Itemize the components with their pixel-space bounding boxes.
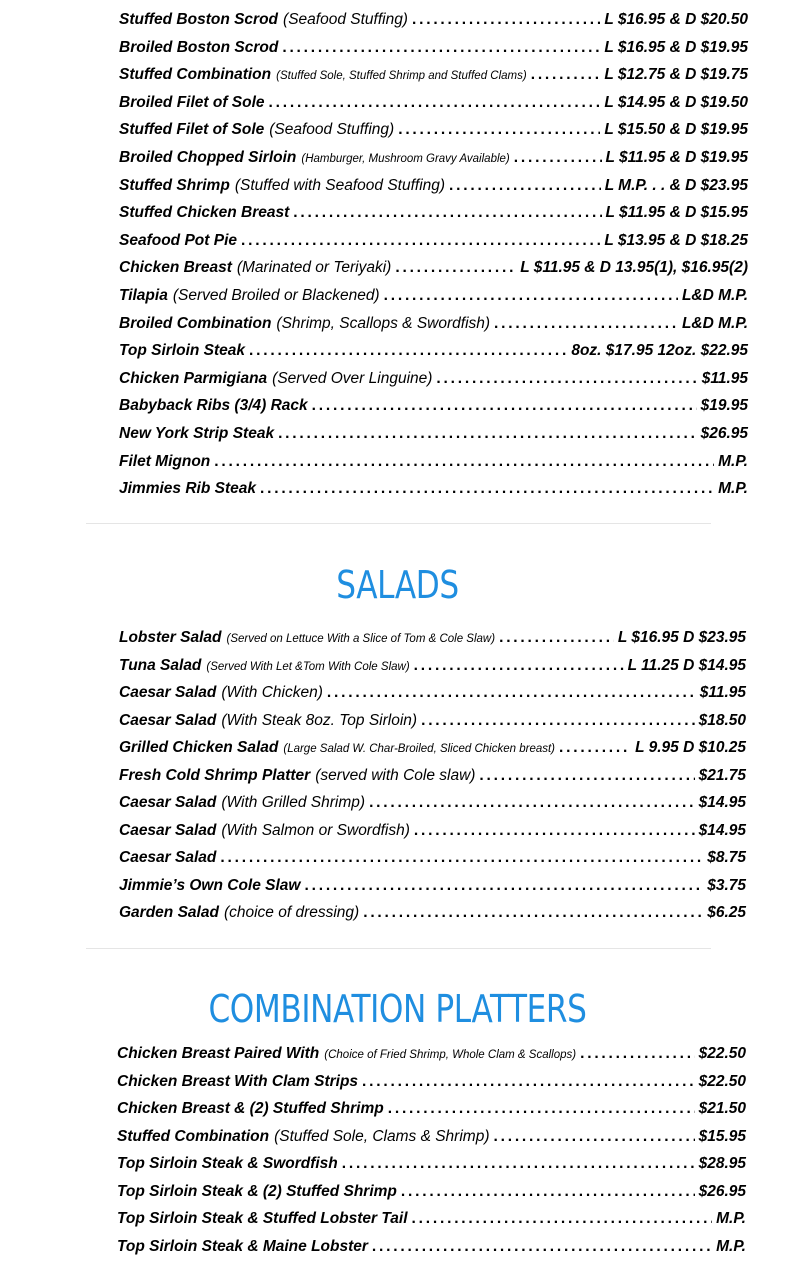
dot-leader <box>479 765 694 787</box>
menu-item-price: $14.95 <box>698 794 746 811</box>
menu-item-price: L 11.25 D $14.95 <box>627 656 746 674</box>
menu-item-price: 8oz. $17.95 12oz. $22.95 <box>571 342 748 360</box>
menu-item-name: New York Strip Steak <box>119 425 275 442</box>
menu-item <box>119 627 746 649</box>
menu-item-name: Chicken Breast Paired With <box>117 1045 320 1062</box>
menu-item-name: Top Sirloin Steak & Maine Lobster <box>117 1237 368 1255</box>
menu-item-description: (Served With Let &Tom With Cole Slaw) <box>206 660 410 673</box>
menu-item-price: $26.95 <box>700 425 748 442</box>
menu-item-name: Seafood Pot Pie <box>119 231 237 249</box>
menu-item <box>119 9 748 31</box>
menu-item-name: Chicken Parmigiana <box>119 369 268 387</box>
menu-item-name: Broiled Chopped Sirloin <box>119 149 297 166</box>
dot-leader <box>421 710 695 732</box>
menu-item-name: Stuffed Combination <box>117 1127 270 1145</box>
menu-item-name: Caesar Salad <box>119 821 217 839</box>
menu-item <box>117 1208 746 1230</box>
menu-item-price: L $12.75 & D $19.75 <box>604 66 748 84</box>
menu-item-price: $21.50 <box>698 1100 746 1117</box>
menu-item-description: (With Salmon or Swordfish) <box>221 821 410 839</box>
dot-leader <box>260 478 714 500</box>
menu-item-description: (Large Salad W. Char-Broiled, Sliced Chicken breast) <box>283 743 556 755</box>
menu-item-price: L $15.50 & D $19.95 <box>604 121 748 139</box>
menu-item <box>119 92 748 114</box>
dot-leader <box>362 1071 695 1093</box>
menu-item-name: Tilapia <box>119 287 168 304</box>
menu-item-price: L $16.95 D $23.95 <box>617 629 746 646</box>
menu-item <box>119 875 746 897</box>
menu-item <box>119 792 746 814</box>
menu-item <box>119 423 748 445</box>
menu-item-name: Stuffed Filet of Sole <box>119 121 265 139</box>
menu-item-name: Fresh Cold Shrimp Platter <box>119 766 311 784</box>
dot-leader <box>249 340 567 362</box>
menu-item-name: Top Sirloin Steak & Stuffed Lobster Tail <box>117 1210 408 1227</box>
dot-leader <box>449 175 601 197</box>
menu-item <box>119 368 748 390</box>
dot-leader <box>369 792 695 814</box>
menu-item-price: $11.95 <box>699 684 746 701</box>
menu-item-description: (Stuffed Sole, Stuffed Shrimp and Stuffed Clams) <box>276 70 527 83</box>
menu-item-description: (Served Broiled or Blackened) <box>172 287 380 304</box>
menu-item <box>119 902 746 924</box>
divider-entrees <box>86 523 711 524</box>
dot-leader <box>414 820 695 842</box>
menu-item-name: Top Sirloin Steak <box>119 342 246 360</box>
menu-item-name: Jimmies Rib Steak <box>119 480 256 498</box>
dot-leader <box>494 313 678 335</box>
menu-item <box>117 1098 746 1120</box>
menu-item <box>119 175 748 197</box>
menu-item-name: Stuffed Boston Scrod <box>119 11 279 28</box>
menu-item-price: $22.50 <box>698 1072 746 1090</box>
menu-item-name: Tuna Salad <box>119 656 202 674</box>
menu-item <box>119 64 748 86</box>
menu-item-description: (Hamburger, Mushroom Gravy Available) <box>301 153 510 165</box>
menu-item-price: $18.50 <box>698 711 746 729</box>
menu-item <box>119 340 748 362</box>
menu-item-price: $22.50 <box>698 1045 746 1062</box>
menu-item <box>117 1236 746 1258</box>
menu-item-name: Caesar Salad <box>119 684 217 701</box>
menu-item-price: M.P. <box>716 1210 746 1227</box>
dot-leader <box>214 451 714 473</box>
menu-item <box>119 451 748 473</box>
menu-item-description: (With Grilled Shrimp) <box>221 794 366 811</box>
menu-item-price: $6.25 <box>707 904 746 921</box>
menu-item <box>117 1043 746 1065</box>
dot-leader <box>363 902 703 924</box>
combination-platters-heading: COMBINATION PLATTERS <box>208 987 587 1031</box>
dot-leader <box>580 1043 694 1065</box>
dot-leader <box>388 1098 695 1120</box>
menu-item <box>119 655 746 677</box>
menu-item-price: L $11.95 & D $15.95 <box>605 204 748 222</box>
menu-item-price: L $16.95 & D $19.95 <box>604 38 748 56</box>
menu-item <box>119 37 748 59</box>
menu-item-price: M.P. <box>718 452 748 470</box>
menu-item <box>117 1181 746 1203</box>
menu-item-name: Caesar Salad <box>119 849 217 866</box>
dot-leader <box>312 395 697 417</box>
menu-item-price: $21.75 <box>698 766 746 784</box>
dot-leader <box>395 257 516 279</box>
dot-leader <box>412 1208 713 1230</box>
menu-item <box>119 682 746 704</box>
dot-leader <box>414 655 624 677</box>
dot-leader <box>220 847 703 869</box>
menu-item-name: Babyback Ribs (3/4) Rack <box>119 397 308 415</box>
menu-item-price: $15.95 <box>698 1127 746 1145</box>
menu-item-price: M.P. <box>716 1237 746 1255</box>
menu-item <box>119 119 748 141</box>
menu-item-description: (Served Over Linguine) <box>272 369 433 387</box>
menu-item-name: Garden Salad <box>119 904 219 921</box>
menu-item-name: Filet Mignon <box>119 452 211 470</box>
dot-leader <box>342 1153 695 1175</box>
dot-leader <box>531 64 601 86</box>
menu-item-price: M.P. <box>718 480 748 498</box>
dot-leader <box>384 285 678 307</box>
menu-item-price: L 9.95 D $10.25 <box>635 739 746 756</box>
menu-item-name: Caesar Salad <box>119 794 217 811</box>
menu-item-name: Broiled Boston Scrod <box>119 38 279 56</box>
menu-item-name: Top Sirloin Steak & (2) Stuffed Shrimp <box>117 1182 397 1200</box>
menu-item-description: (With Chicken) <box>221 684 323 701</box>
menu-item-price: L $11.95 & D 13.95(1), $16.95(2) <box>520 259 748 277</box>
menu-item-description: (Seafood Stuffing) <box>283 11 408 28</box>
dot-leader <box>499 627 614 649</box>
menu-item-price: L $16.95 & D $20.50 <box>604 11 748 28</box>
salads-heading: SALADS <box>336 563 459 607</box>
menu-item-name: Grilled Chicken Salad <box>119 739 279 756</box>
menu-item-name: Stuffed Shrimp <box>119 176 230 194</box>
divider-salads <box>86 948 711 949</box>
dot-leader <box>278 423 697 445</box>
menu-item-price: $8.75 <box>707 849 746 866</box>
menu-item-description: (Shrimp, Scallops & Swordfish) <box>276 314 491 332</box>
menu-item-name: Chicken Breast & (2) Stuffed Shrimp <box>117 1100 384 1117</box>
menu-item-description: (Marinated or Teriyaki) <box>236 259 392 277</box>
menu-item <box>117 1071 746 1093</box>
menu-item-description: (Seafood Stuffing) <box>269 121 395 139</box>
menu-item-name: Caesar Salad <box>119 711 217 729</box>
dot-leader <box>436 368 697 390</box>
menu-item <box>117 1126 746 1148</box>
menu-item-name: Lobster Salad <box>119 629 222 646</box>
dot-leader <box>282 37 600 59</box>
menu-item-name: Broiled Filet of Sole <box>119 93 265 111</box>
dot-leader <box>493 1126 694 1148</box>
dot-leader <box>269 92 601 114</box>
dot-leader <box>293 202 601 224</box>
menu-item <box>119 395 748 417</box>
dot-leader <box>412 9 600 31</box>
menu-item-description: (Served on Lettuce With a Slice of Tom & Cole Slaw) <box>226 633 496 645</box>
menu-item <box>119 737 746 759</box>
dot-leader <box>514 147 602 169</box>
menu-item-price: $11.95 <box>701 369 748 387</box>
menu-item-name: Broiled Combination <box>119 314 272 332</box>
menu-item <box>119 285 748 307</box>
menu-item-price: L $11.95 & D $19.95 <box>605 149 748 166</box>
menu-item-description: (With Steak 8oz. Top Sirloin) <box>221 711 418 729</box>
menu-item <box>119 478 748 500</box>
menu-item-name: Jimmie’s Own Cole Slaw <box>119 876 301 894</box>
menu-item-name: Stuffed Combination <box>119 66 272 84</box>
dot-leader <box>401 1181 695 1203</box>
dot-leader <box>372 1236 712 1258</box>
menu-item-price: $14.95 <box>698 821 746 839</box>
menu-item-price: $28.95 <box>698 1155 746 1172</box>
menu-item-price: L&D M.P. <box>681 314 748 332</box>
menu-item-price: L $14.95 & D $19.50 <box>604 93 748 111</box>
menu-item-description: (Choice of Fried Shrimp, Whole Clam & Scallops) <box>324 1049 577 1061</box>
menu-item-description: (served with Cole slaw) <box>315 766 476 784</box>
menu-item-price: L $13.95 & D $18.25 <box>604 231 748 249</box>
menu-item-price: $3.75 <box>707 876 746 894</box>
menu-item-price: L&D M.P. <box>681 287 748 304</box>
menu-item-description: (Stuffed Sole, Clams & Shrimp) <box>274 1127 490 1145</box>
dot-leader <box>398 119 600 141</box>
menu-item <box>119 147 748 169</box>
menu-item <box>119 820 746 842</box>
menu-item <box>119 257 748 279</box>
dot-leader <box>241 230 600 252</box>
menu-item-price: L M.P. . . & D $23.95 <box>604 176 748 194</box>
dot-leader <box>327 682 696 704</box>
menu-item-name: Stuffed Chicken Breast <box>119 204 290 222</box>
dot-leader <box>304 875 703 897</box>
menu-item <box>117 1153 746 1175</box>
menu-item-description: (choice of dressing) <box>223 904 360 921</box>
menu-item <box>119 230 748 252</box>
menu-item-name: Top Sirloin Steak & Swordfish <box>117 1155 338 1172</box>
menu-item <box>119 202 748 224</box>
menu-item <box>119 710 746 732</box>
menu-item <box>119 847 746 869</box>
menu-item-description: (Stuffed with Seafood Stuffing) <box>234 176 446 194</box>
menu-item-name: Chicken Breast <box>119 259 232 277</box>
dot-leader <box>559 737 631 759</box>
menu-item-price: $19.95 <box>700 397 748 415</box>
menu-item <box>119 765 746 787</box>
menu-item-price: $26.95 <box>698 1182 746 1200</box>
menu-item <box>119 313 748 335</box>
menu-item-name: Chicken Breast With Clam Strips <box>117 1072 359 1090</box>
